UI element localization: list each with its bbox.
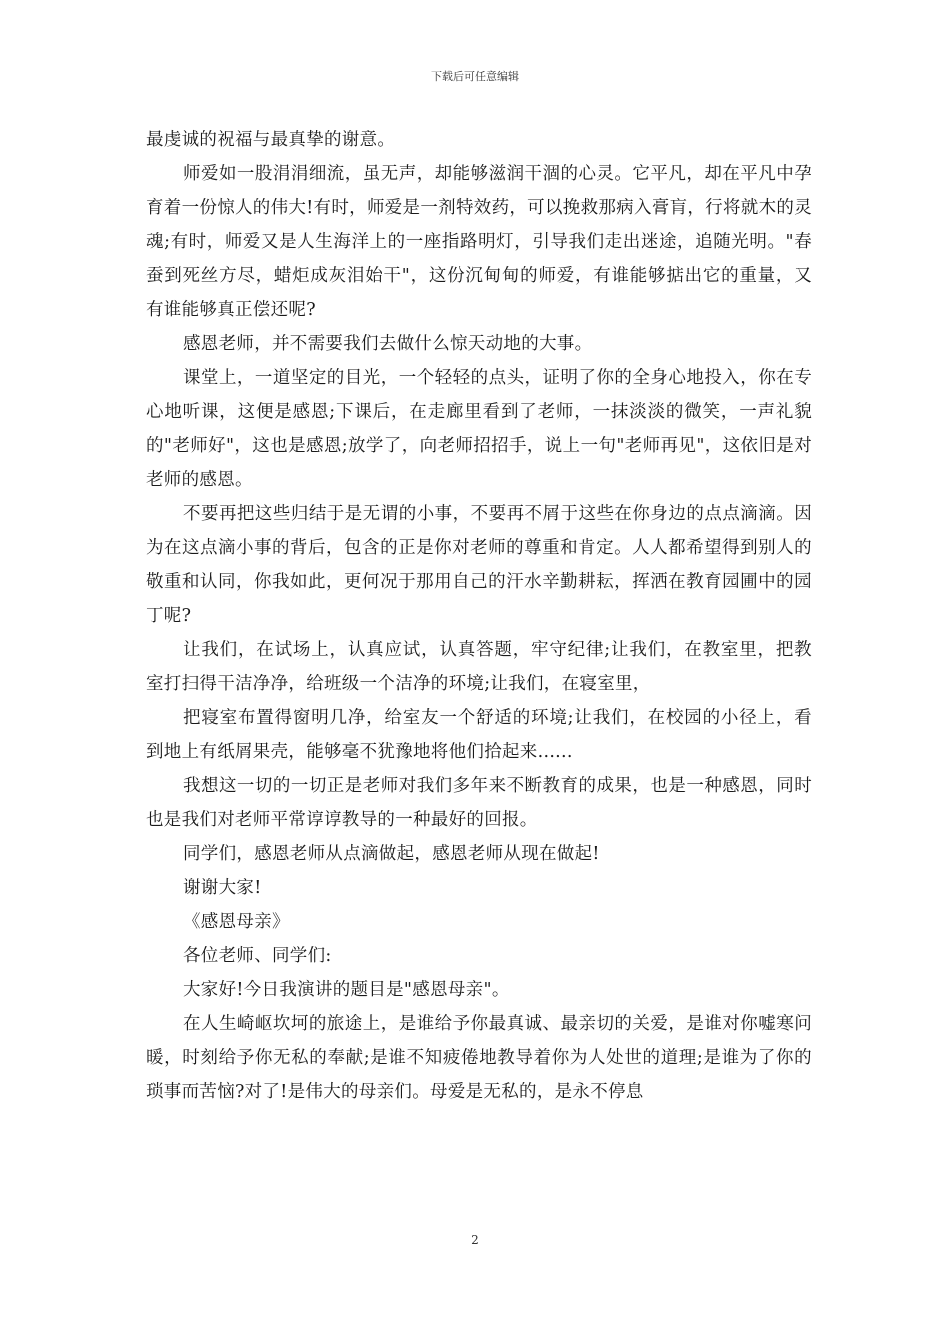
paragraph-9: 同学们，感恩老师从点滴做起，感恩老师从现在做起! bbox=[183, 844, 600, 864]
salutation: 各位老师、同学们: bbox=[183, 946, 332, 966]
document-body bbox=[146, 123, 812, 1109]
page-number: 2 bbox=[471, 1233, 479, 1247]
paragraph-3: 感恩老师，并不需要我们去做什么惊天动地的大事。 bbox=[183, 334, 593, 354]
section-title: 《感恩母亲》 bbox=[183, 912, 290, 932]
paragraph-8: 我想这一切的一切正是老师对我们多年来不断教育的成果，也是一种感恩，同时也是我们对老师平常谆谆教导的一种最好的回报。 bbox=[146, 776, 812, 830]
paragraph-2: 师爱如一股涓涓细流，虽无声，却能够滋润干涸的心灵。它平凡，却在平凡中孕育着一份惊人的伟大!有时，师爱是一剂特效药，可以挽救那病入膏肓，行将就木的灵魂;有时，师爱又是人生海洋上的一座指路明灯，引导我们走出迷途，追随光明。"春蚕到死丝方尽，蜡炬成灰泪始干"，这份沉甸甸的师爱，有谁能够掂出它的重量，又有谁能够真正偿还呢? bbox=[146, 164, 812, 320]
page-header: 下载后可任意编辑 bbox=[431, 70, 519, 83]
paragraph-6: 让我们，在试场上，认真应试，认真答题，牢守纪律;让我们，在教室里，把教室打扫得干洁净净，给班级一个洁净的环境;让我们，在寝室里， bbox=[146, 640, 812, 694]
paragraph-7: 把寝室布置得窗明几净，给室友一个舒适的环境;让我们，在校园的小径上，看到地上有纸屑果壳，能够毫不犹豫地将他们拾起来...... bbox=[146, 708, 812, 762]
paragraph-5: 不要再把这些归结于是无谓的小事，不要再不屑于这些在你身边的点点滴滴。因为在这点滴小事的背后，包含的正是你对老师的尊重和肯定。人人都希望得到别人的敬重和认同，你我如此，更何况于那用自己的汗水辛勤耕耘，挥洒在教育园圃中的园丁呢? bbox=[146, 504, 812, 626]
paragraph-1: 最虔诚的祝福与最真挚的谢意。 bbox=[146, 130, 396, 150]
paragraph-13: 大家好!今日我演讲的题目是"感恩母亲"。 bbox=[183, 980, 510, 1000]
paragraph-10: 谢谢大家! bbox=[183, 878, 262, 898]
paragraph-4: 课堂上，一道坚定的目光，一个轻轻的点头，证明了你的全身心地投入，你在专心地听课，这便是感恩;下课后，在走廊里看到了老师，一抹淡淡的微笑，一声礼貌的"老师好"，这也是感恩;放学了，向老师招招手，说上一句"老师再见"，这依旧是对老师的感恩。 bbox=[146, 368, 812, 490]
paragraph-14: 在人生崎岖坎坷的旅途上，是谁给予你最真诚、最亲切的关爱，是谁对你嘘寒问暖，时刻给予你无私的奉献;是谁不知疲倦地教导着你为人处世的道理;是谁为了你的琐事而苦恼?对了!是伟大的母亲们。母爱是无私的，是永不停息 bbox=[146, 1014, 812, 1102]
